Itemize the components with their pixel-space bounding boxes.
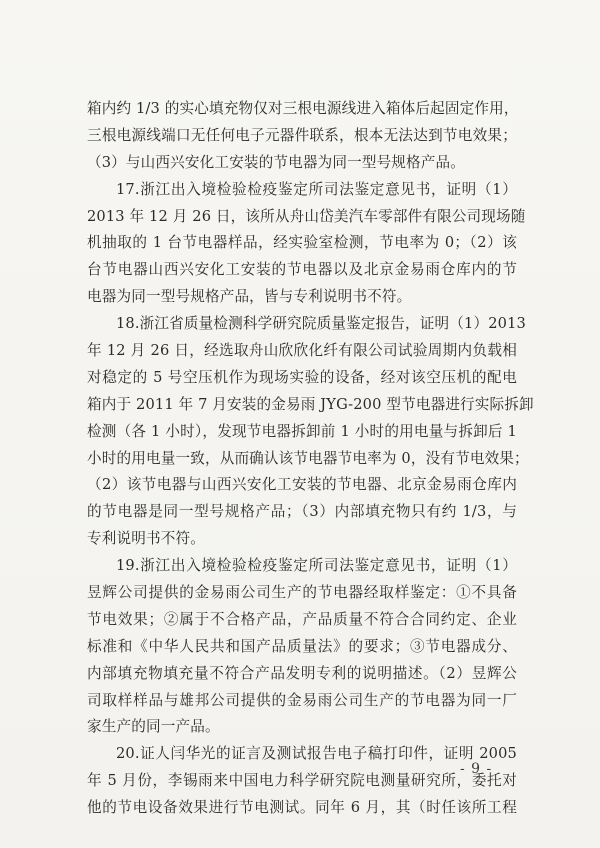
text-line: 他的节电设备效果进行节电测试。同年 6 月，其（时任该所工程 — [87, 799, 517, 817]
text-line: 节电效果；②属于不合格产品，产品质量不符合合同约定、企业 — [87, 610, 517, 628]
paragraph-20-start: 20.证人闫华光的证言及测试报告电子稿打印件，证明 2005 — [116, 745, 517, 763]
page-number: - 9 - — [460, 761, 493, 777]
text-line: 2013 年 12 月 26 日，该所从舟山岱美汽车零部件有限公司现场随 — [87, 207, 526, 225]
text-line: 小时的用电量一致，从而确认该节电器节电率为 0，没有节电效果； — [87, 449, 529, 467]
text-line: 电器为同一型号规格产品，皆与专利说明书不符。 — [87, 288, 412, 306]
paragraph-18-start: 18.浙江省质量检测科学研究院质量鉴定报告，证明（1）2013 — [116, 315, 526, 333]
text-line: 箱内于 2011 年 7 月安装的金易雨 JYG-200 型节电器进行实际拆卸 — [87, 395, 534, 413]
paragraph-17-start: 17.浙江出入境检验检疫鉴定所司法鉴定意见书，证明（1） — [116, 180, 517, 198]
text-line: 机抽取的 1 台节电器样品，经实验室检测，节电率为 0；（2）该 — [87, 234, 517, 252]
text-line: 箱内约 1/3 的实心填充物仅对三根电源线进入箱体后起固定作用， — [87, 100, 519, 117]
text-line: 内部填充物填充量不符合产品发明专利的说明描述。（2）昱辉公 — [87, 664, 517, 682]
text-line: （2）该节电器与山西兴安化工安装的节电器、北京金易雨仓库内 — [87, 476, 517, 494]
text-line: 家生产的同一产品。 — [87, 718, 220, 736]
text-line: 的节电器是同一型号规格产品；（3）内部填充物只有约 1/3，与 — [87, 503, 517, 521]
text-line: 年 12 月 26 日，经选取舟山欣欣化纤有限公司试验周期内负载相 — [87, 342, 517, 360]
text-line: 昱辉公司提供的金易雨公司生产的节电器经取样鉴定：①不具备 — [87, 584, 517, 602]
document-body — [87, 96, 534, 822]
text-line: 台节电器山西兴安化工安装的节电器以及北京金易雨仓库内的节 — [87, 261, 517, 279]
text-line: 司取样样品与雄邦公司提供的金易雨公司生产的节电器为同一厂 — [87, 691, 517, 709]
text-line: 三根电源线端口无任何电子元器件联系，根本无法达到节电效果； — [87, 126, 517, 144]
text-line: 标准和《中华人民共和国产品质量法》的要求；③节电器成分、 — [87, 637, 517, 655]
text-line: 专利说明书不符。 — [87, 530, 205, 548]
text-line: 年 5 月份，李锡雨来中国电力科学研究院电测量研究所，委托对 — [87, 772, 517, 790]
text-line: （3）与山西兴安化工安装的节电器为同一型号规格产品。 — [87, 153, 466, 171]
paragraph-19-start: 19.浙江出入境检验检疫鉴定所司法鉴定意见书，证明（1） — [116, 557, 517, 575]
text-line: 对稳定的 5 号空压机作为现场实验的设备，经对该空压机的配电 — [87, 368, 517, 386]
text-line: 检测（各 1 小时），发现节电器拆卸前 1 小时的用电量与拆卸后 1 — [87, 422, 517, 440]
